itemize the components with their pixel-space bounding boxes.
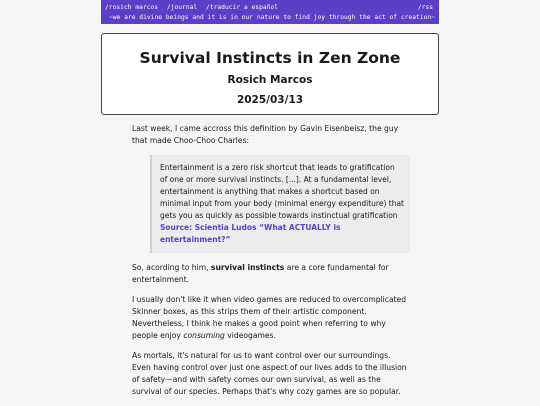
site-tagline: ~we are divine beings and it is in our nature to find joy through the act of creation~ bbox=[108, 14, 435, 21]
nav-link-rosich-marcos[interactable]: /rosich marcos bbox=[105, 4, 159, 11]
paragraph-mortals: As mortals, it's natural for us to want control over our surroundings. Even having control over just one aspect of our lives adds to the illusion of safety—and with safety comes our own survival, as well as the survival of our species. Perhaps that's why cozy games are so popular. bbox=[132, 351, 407, 396]
nav-link-journal[interactable]: /journal bbox=[166, 4, 198, 11]
p2-bold-term: survival instincts bbox=[210, 263, 285, 272]
nav-link-rss[interactable]: /rss bbox=[417, 4, 433, 11]
post-author: Rosich Marcos bbox=[227, 74, 313, 86]
p2-text-start: So, acording to him, bbox=[132, 263, 211, 272]
paragraph-survival bbox=[132, 262, 410, 286]
page-title: Survival Instincts in Zen Zone bbox=[139, 49, 401, 67]
post-date: 2025/03/13 bbox=[236, 94, 304, 106]
post-header bbox=[101, 33, 439, 115]
paragraph-intro: Last week, I came accross this definition by Gavin Eisenbeisz, the guy that made Choo-Choo Charles: bbox=[132, 124, 399, 145]
nav-links bbox=[105, 3, 283, 12]
p2-text-end: are a core fundamental for entertainment. bbox=[132, 263, 389, 284]
p3-text-end: videogames. bbox=[224, 331, 276, 340]
blockquote bbox=[150, 155, 410, 253]
quote-text: Entertainment is a zero risk shortcut that leads to gratification of one or more survival instincts. [...]. At a fundamental level, entertainment is anything that makes a shortcut based on minimal input from your body (minimal energy expenditure) that gets you as quickly as possible towards instinctual gratification bbox=[160, 163, 404, 220]
nav-link-translate[interactable]: /traducir a español bbox=[206, 4, 279, 11]
article-body bbox=[132, 123, 410, 406]
p3-emphasis: consuming bbox=[183, 331, 225, 340]
quote-source-link[interactable]: Source: Scientia Ludos “What ACTUALLY is entertainment?” bbox=[160, 223, 341, 244]
paragraph-skinner bbox=[132, 294, 410, 342]
top-navbar bbox=[101, 0, 439, 24]
p3-text-start: I usually don't like it when video games are reduced to overcomplicated Skinner boxes, as this strips them of their artistic component. Nevertheless, I think he makes a good point when referring to why people enjoy bbox=[132, 295, 407, 340]
